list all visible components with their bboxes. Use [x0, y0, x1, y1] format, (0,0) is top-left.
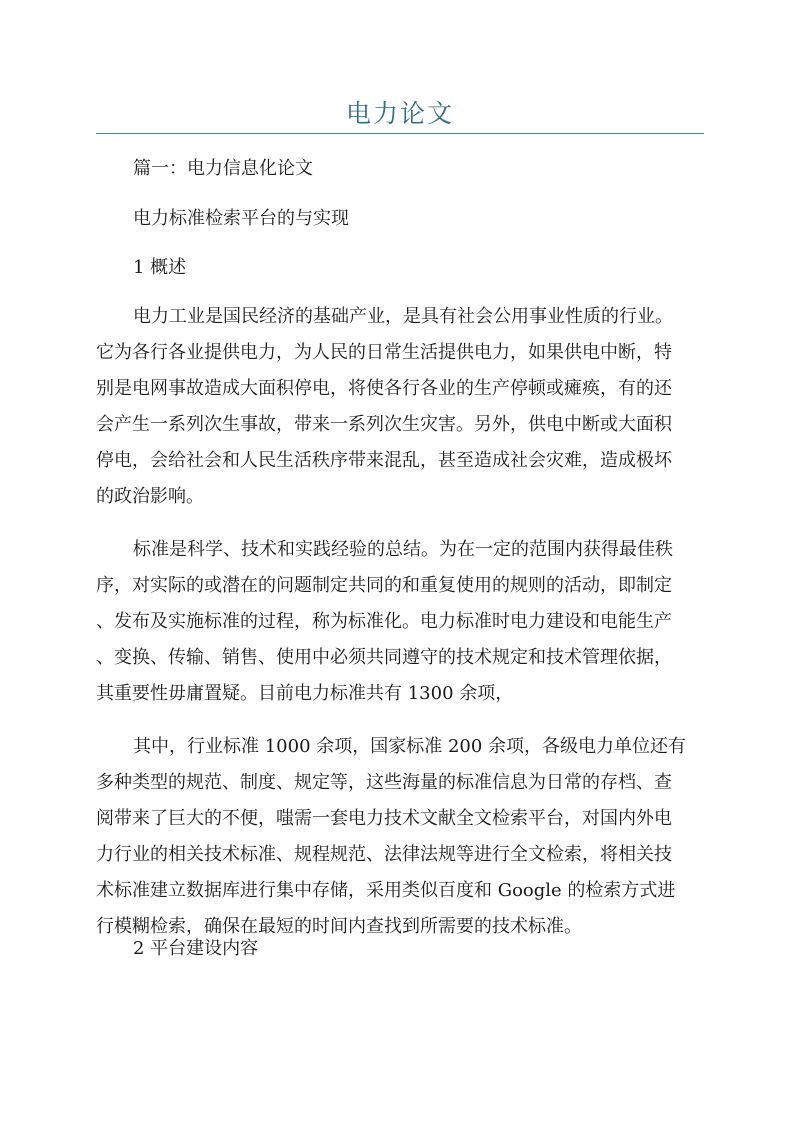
paragraph-line: 其中，行业标准 1000 余项，国家标准 200 余项，各级电力单位还有 — [133, 736, 687, 757]
paragraph-line: 的政治影响。 — [96, 486, 204, 507]
paragraph-line: 会产生一系列次生事故，带来一系列次生灾害。另外，供电中断或大面积 — [96, 414, 672, 435]
paragraph-line: 术标准建立数据库进行集中存储，采用类似百度和 Google 的检索方式进 — [96, 880, 676, 901]
paragraph-line: 、发布及实施标准的过程，称为标准化。电力标准时电力建设和电能生产 — [96, 611, 672, 632]
paragraph-line: 标准是科学、技术和实践经验的总结。为在一定的范围内获得最佳秩 — [133, 539, 673, 560]
paragraph-line: 别是电网事故造成大面积停电，将使各行各业的生产停顿或瘫痪，有的还 — [96, 378, 672, 399]
section-heading-platform: 2 平台建设内容 — [133, 938, 259, 959]
paragraph-line: 序，对实际的或潜在的问题制定共同的和重复使用的规则的活动，即制定 — [96, 575, 672, 596]
part-heading: 篇一：电力信息化论文 — [133, 158, 313, 179]
paragraph-line: 它为各行各业提供电力，为人民的日常生活提供电力，如果供电中断，特 — [96, 342, 672, 363]
paragraph-line: 停电，会给社会和人民生活秩序带来混乱，甚至造成社会灾难，造成极坏 — [96, 450, 672, 471]
paragraph-line: 阅带来了巨大的不便，嗤需一套电力技术文献全文检索平台，对国内外电 — [96, 808, 672, 829]
paragraph-line: 、变换、传输、销售、使用中必须共同遵守的技术规定和技术管理依据， — [96, 647, 672, 668]
subtitle-heading: 电力标准检索平台的与实现 — [133, 208, 349, 229]
paragraph-1 — [96, 299, 706, 515]
paragraph-2 — [96, 532, 706, 712]
paragraph-3 — [96, 729, 706, 945]
paragraph-line: 行模糊检索，确保在最短的时间内查找到所需要的技术标准。 — [96, 916, 582, 937]
paragraph-line: 力行业的相关技术标准、规程规范、法律法规等进行全文检索，将相关技 — [96, 844, 672, 865]
document-title: 电力论文 — [345, 99, 454, 128]
paragraph-line: 多种类型的规范、制度、规定等，这些海量的标准信息为日常的存档、查 — [96, 772, 672, 793]
paragraph-line: 其重要性毋庸置疑。目前电力标准共有 1300 余项， — [96, 683, 514, 704]
title-divider — [96, 133, 704, 134]
section-heading-overview: 1 概述 — [133, 257, 187, 278]
paragraph-line: 电力工业是国民经济的基础产业，是具有社会公用事业性质的行业。 — [133, 306, 673, 327]
